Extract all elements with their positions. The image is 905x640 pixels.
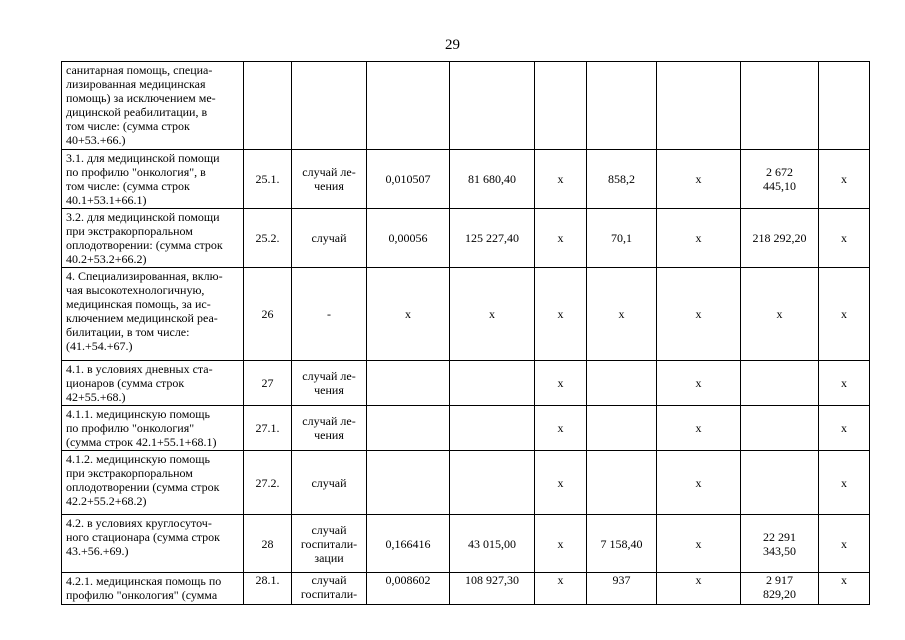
value-cell: 22 291 343,50 [741,515,819,573]
value-cell [535,62,587,150]
value-cell: х [657,150,741,209]
unit-cell: случай [292,451,367,515]
cost-cell: 125 227,40 [450,209,535,268]
financing-table [61,61,870,605]
value-cell: х [657,361,741,406]
value-cell: х [535,150,587,209]
value-cell [587,361,657,406]
value-cell [587,62,657,150]
cost-cell: х [450,268,535,361]
page-number: 29 [445,37,460,53]
norm-cell [367,62,450,150]
norm-cell: 0,00056 [367,209,450,268]
line-number-cell: 27 [244,361,292,406]
unit-cell: случай ле- чения [292,361,367,406]
row-name-cell: санитарная помощь, специа- лизированная медицинская помощь) за исключением ме- дицинской реабилитации, в том числе: (сумма строк 40+53.+66.) [62,62,244,150]
value-cell: х [657,209,741,268]
value-cell [819,62,870,150]
value-cell: х [535,209,587,268]
value-cell: х [819,451,870,515]
row-name-cell: 4. Специализированная, вклю- чая высокотехнологичную, медицинская помощь, за ис- ключением медицинской реа- билитации, в том числе: (41.+54.+67.) [62,268,244,361]
line-number-cell [244,62,292,150]
norm-cell [367,361,450,406]
table-row [62,451,870,515]
norm-cell [367,406,450,451]
unit-cell: случай госпитали- зации [292,515,367,573]
value-cell: х [535,515,587,573]
norm-cell: 0,010507 [367,150,450,209]
norm-cell: 0,008602 [367,573,450,605]
line-number-cell: 27.1. [244,406,292,451]
cost-cell [450,406,535,451]
value-cell [741,406,819,451]
value-cell: х [819,406,870,451]
value-cell: х [535,361,587,406]
unit-cell [292,62,367,150]
value-cell: х [819,268,870,361]
line-number-cell: 25.1. [244,150,292,209]
row-name-cell: 3.1. для медицинской помощи по профилю "онкология", в том числе: (сумма строк 40.1+53.1+66.1) [62,150,244,209]
value-cell: х [657,515,741,573]
value-cell [587,451,657,515]
value-cell: х [657,406,741,451]
norm-cell [367,451,450,515]
cost-cell: 81 680,40 [450,150,535,209]
value-cell: х [657,268,741,361]
value-cell [741,62,819,150]
row-name-cell: 3.2. для медицинской помощи при экстракорпоральном оплодотворении: (сумма строк 40.2+53.2+66.2) [62,209,244,268]
row-name-cell: 4.1.2. медицинскую помощь при экстракорпоральном оплодотворении (сумма строк 42.2+55.2+68.2) [62,451,244,515]
table-row [62,62,870,150]
cost-cell [450,361,535,406]
line-number-cell: 28.1. [244,573,292,605]
value-cell: 937 [587,573,657,605]
value-cell: х [535,451,587,515]
unit-cell: случай госпитали- [292,573,367,605]
value-cell: х [535,268,587,361]
value-cell: 70,1 [587,209,657,268]
value-cell [741,451,819,515]
row-name-cell: 4.2. в условиях круглосуточ- ного стационара (сумма строк 43.+56.+69.) [62,515,244,573]
table-row [62,361,870,406]
unit-cell: - [292,268,367,361]
value-cell: х [819,573,870,605]
value-cell: х [535,406,587,451]
table-row [62,406,870,451]
line-number-cell: 25.2. [244,209,292,268]
value-cell [657,62,741,150]
unit-cell: случай ле- чения [292,150,367,209]
value-cell: 858,2 [587,150,657,209]
value-cell: х [819,209,870,268]
row-name-cell: 4.1.1. медицинскую помощь по профилю "онкология" (сумма строк 42.1+55.1+68.1) [62,406,244,451]
table-row [62,150,870,209]
value-cell: 2 917 829,20 [741,573,819,605]
value-cell: 218 292,20 [741,209,819,268]
value-cell [587,406,657,451]
value-cell: х [819,150,870,209]
value-cell: х [587,268,657,361]
cost-cell [450,62,535,150]
value-cell: 2 672 445,10 [741,150,819,209]
norm-cell: х [367,268,450,361]
cost-cell: 43 015,00 [450,515,535,573]
value-cell: х [657,451,741,515]
value-cell: х [535,573,587,605]
table-row [62,209,870,268]
unit-cell: случай [292,209,367,268]
line-number-cell: 27.2. [244,451,292,515]
line-number-cell: 28 [244,515,292,573]
table-row [62,515,870,573]
cost-cell [450,451,535,515]
value-cell: х [657,573,741,605]
value-cell: х [819,515,870,573]
table-row [62,573,870,605]
row-name-cell: 4.1. в условиях дневных ста- ционаров (сумма строк 42+55.+68.) [62,361,244,406]
unit-cell: случай ле- чения [292,406,367,451]
line-number-cell: 26 [244,268,292,361]
norm-cell: 0,166416 [367,515,450,573]
value-cell: х [741,268,819,361]
value-cell: 7 158,40 [587,515,657,573]
row-name-cell: 4.2.1. медицинская помощь по профилю "онкология" (сумма [62,573,244,605]
value-cell [741,361,819,406]
table-row [62,268,870,361]
value-cell: х [819,361,870,406]
cost-cell: 108 927,30 [450,573,535,605]
